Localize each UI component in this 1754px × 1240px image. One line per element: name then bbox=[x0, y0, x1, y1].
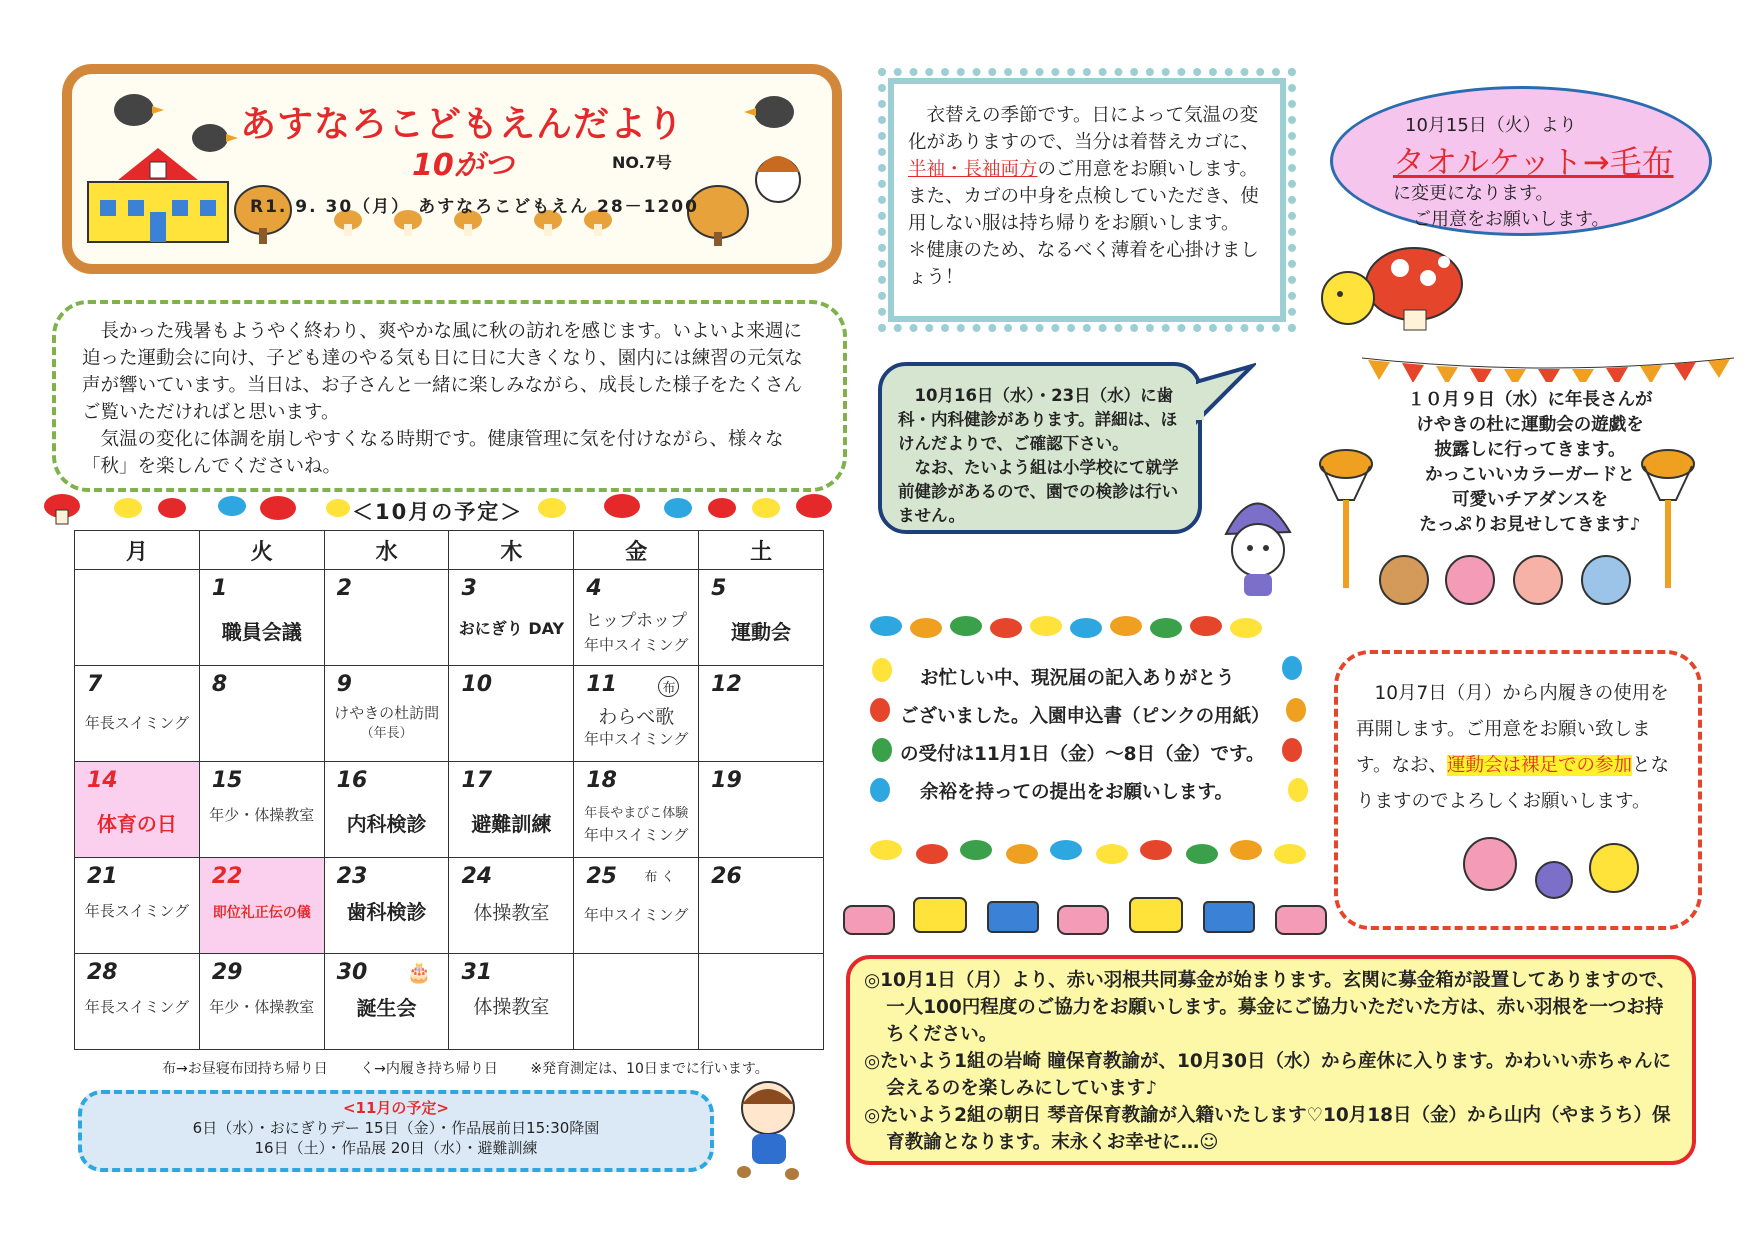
day-number: 7 bbox=[87, 672, 103, 697]
day-number: 22 bbox=[211, 864, 243, 889]
calendar-day bbox=[199, 666, 324, 762]
towel-line: に変更になります。 bbox=[1393, 183, 1554, 204]
intro-paragraph: 長かった残暑もようやく終わり、爽やかな風に秋の訪れを感じます。いよいよ来週に迫った運動会に向け、子ども達のやる気も日に日に大きくなり、園内には練習の元気な声が響いています。当日は、お子さんと一緒に楽しみながら、成長した様子をたくさんご覧いただければと思います。 bbox=[82, 321, 803, 423]
clothing-notice bbox=[878, 68, 1296, 332]
day-event: わらべ歌 bbox=[598, 706, 675, 728]
towel-date: 10月15日（火）より bbox=[1405, 115, 1577, 136]
shoes-text: 10月7日（月）から内履きの使用を再開します。ご用意をお願い致します。なお、 bbox=[1356, 683, 1669, 776]
sports-line: けやきの杜に運動会の遊戯を bbox=[1416, 415, 1644, 435]
towel-change-notice bbox=[1330, 86, 1712, 236]
calendar-day-empty bbox=[699, 954, 824, 1050]
calendar-day bbox=[75, 954, 200, 1050]
calendar-week bbox=[75, 666, 824, 762]
ball-basket-icon bbox=[1632, 440, 1706, 590]
day-event: ヒップホップ bbox=[585, 611, 687, 631]
chick-mushroom-icon bbox=[1304, 238, 1474, 338]
shoes-text: となりますのでよろしくお願いします。 bbox=[1356, 755, 1670, 812]
bunting-flags-icon bbox=[1362, 354, 1734, 382]
day-number: 31 bbox=[461, 960, 493, 985]
day-event: 体操教室 bbox=[473, 902, 550, 924]
day-event: 体育の日 bbox=[96, 812, 177, 836]
sports-line: たっぷりお見せしてきます♪ bbox=[1419, 515, 1641, 535]
day-event: 職員会議 bbox=[221, 620, 302, 644]
forms-line: の受付は11月1日（金）～8日（金）です。 bbox=[900, 744, 1265, 765]
clothing-text: 衣替えの季節です。日によって気温の変化がありますので、当分は着替えカゴに、 bbox=[908, 105, 1260, 153]
legend-futon: 布→お昼寝布団持ち帰り日 bbox=[162, 1061, 328, 1077]
day-number: 16 bbox=[336, 768, 368, 793]
forms-line: ございました。入園申込書（ピンクの用紙） bbox=[900, 706, 1270, 727]
health-checkup-notice bbox=[878, 362, 1202, 534]
day-number: 29 bbox=[211, 960, 243, 985]
checkup-paragraph: 10月16日（水）・23日（水）に歯科・内科健診があります。詳細は、ほけんだよりで、ご確認下さい。 bbox=[898, 386, 1178, 453]
day-number: 10 bbox=[461, 672, 493, 697]
calendar-day bbox=[75, 858, 200, 954]
sports-line: 披露しに行ってきます。 bbox=[1434, 440, 1626, 460]
day-number: 18 bbox=[586, 768, 617, 793]
day-event: 避難訓練 bbox=[471, 812, 552, 836]
legend-shoes: く→内履き持ち帰り日 bbox=[360, 1061, 498, 1077]
forms-line: お忙しい中、現況届の記入ありがとう bbox=[920, 668, 1235, 689]
calendar-day-holiday bbox=[199, 858, 324, 954]
day-number: 5 bbox=[711, 576, 727, 601]
day-number: 1 bbox=[211, 576, 228, 601]
toy-cars-icon bbox=[842, 894, 1332, 942]
calendar-day-empty bbox=[75, 570, 200, 666]
towel-change: タオルケット→毛布 bbox=[1393, 143, 1674, 181]
day-number: 3 bbox=[461, 576, 477, 601]
newsletter-month: 10がつ bbox=[412, 148, 514, 183]
calendar-day bbox=[449, 858, 574, 954]
animals-playing-icon bbox=[1450, 824, 1650, 914]
day-number: 14 bbox=[87, 768, 118, 793]
calendar-day bbox=[199, 954, 324, 1050]
calendar-day bbox=[324, 570, 449, 666]
day-number: 4 bbox=[586, 576, 602, 601]
application-forms-notice bbox=[890, 660, 1290, 812]
sports-line: 可愛いチアダンスを bbox=[1452, 490, 1608, 510]
day-event: けやきの杜訪問 bbox=[334, 704, 440, 722]
day-number: 8 bbox=[211, 672, 228, 697]
calendar-day bbox=[324, 858, 449, 954]
calendar-day bbox=[449, 666, 574, 762]
weekday-label: 水 bbox=[324, 531, 449, 570]
day-subevent: 年少・体操教室 bbox=[209, 806, 315, 824]
day-number: 2 bbox=[336, 576, 352, 601]
shoes-highlight: 運動会は裸足での参加 bbox=[1447, 755, 1633, 776]
sports-line: かっこいいカラーガードと bbox=[1425, 465, 1635, 485]
announcements-box bbox=[846, 955, 1696, 1165]
november-title: <11月の予定> bbox=[342, 1099, 449, 1117]
calendar-day bbox=[699, 762, 824, 858]
day-subevent: 年中スイミング bbox=[584, 826, 689, 844]
legend-measurement: ※発育測定は、10日までに行います。 bbox=[530, 1061, 769, 1077]
newsletter-title: あすなろこどもえんだより bbox=[240, 104, 685, 145]
crow-icon bbox=[100, 84, 240, 154]
weekday-label: 火 bbox=[199, 531, 324, 570]
announcement-item: ◎10月1日（月）より、赤い羽根共同募金が始まります。玄関に募金箱が設置してありますので、一人100円程度のご協力をお願いします。募金にご協力いただいた方は、赤い羽根を一つお持ちください。 bbox=[864, 970, 1676, 1045]
birthday-cake-icon: 🎂 bbox=[406, 960, 432, 984]
calendar-legend bbox=[162, 1058, 797, 1078]
day-number: 9 bbox=[336, 672, 352, 697]
towel-line: ご用意をお願いします。 bbox=[1413, 209, 1610, 230]
day-number: 15 bbox=[211, 768, 243, 793]
day-number: 11 bbox=[586, 672, 617, 697]
calendar-day bbox=[574, 858, 699, 954]
day-event: おにぎり DAY bbox=[458, 619, 565, 638]
day-subevent: 年中スイミング bbox=[584, 730, 689, 748]
day-number: 30 bbox=[336, 960, 368, 985]
day-event: 体操教室 bbox=[473, 996, 550, 1018]
calendar-day bbox=[699, 858, 824, 954]
sports-line: １０月９日（水）に年長さんが bbox=[1407, 390, 1653, 410]
calendar-week bbox=[75, 570, 824, 666]
calendar-day bbox=[574, 666, 699, 762]
hat-character-icon bbox=[1206, 484, 1306, 604]
calendar-day bbox=[699, 666, 824, 762]
day-number: 28 bbox=[87, 960, 118, 985]
calendar-day bbox=[324, 954, 449, 1050]
issue-dateline: R1. 9. 30（月） あすなろこどもえん 28－1200 bbox=[250, 197, 699, 217]
day-number: 26 bbox=[711, 864, 742, 889]
calendar-day bbox=[199, 570, 324, 666]
forms-line: 余裕を持っての提出をお願いします。 bbox=[920, 782, 1234, 803]
calendar-day bbox=[574, 570, 699, 666]
day-event: 運動会 bbox=[731, 620, 792, 644]
calendar-day bbox=[324, 666, 449, 762]
calendar-day bbox=[574, 762, 699, 858]
day-subevent: 年中スイミング bbox=[584, 636, 689, 654]
calendar-week bbox=[75, 762, 824, 858]
futon-mark-icon: 布 bbox=[658, 676, 679, 697]
calendar-day bbox=[449, 954, 574, 1050]
clothing-text: のご用意をお願いします。また、カゴの中身を点検していただき、使用しない服は持ち帰りをお願いします。 bbox=[908, 159, 1259, 234]
weekday-label: 土 bbox=[699, 531, 824, 570]
day-subevent: 年長スイミング bbox=[84, 714, 190, 732]
calendar-day bbox=[199, 762, 324, 858]
calendar-day bbox=[699, 570, 824, 666]
speech-bubble-tail-icon bbox=[1196, 362, 1256, 442]
day-subevent: 年少・体操教室 bbox=[209, 998, 315, 1016]
calendar-week bbox=[75, 858, 824, 954]
checkup-paragraph: なお、たいよう組は小学校にて就学前健診があるので、園での検診は行いません。 bbox=[898, 458, 1179, 525]
november-line: 6日（水）・おにぎりデー 15日（金）・作品展前日15:30降園 bbox=[192, 1119, 600, 1137]
weekday-label: 木 bbox=[449, 531, 574, 570]
day-number: 19 bbox=[711, 768, 742, 793]
november-line: 16日（土）・作品展 20日（水）・避難訓練 bbox=[254, 1139, 538, 1157]
day-subevent: 年長スイミング bbox=[84, 998, 190, 1016]
calendar-week bbox=[75, 954, 824, 1050]
october-calendar bbox=[74, 530, 824, 1050]
day-event: 年長やまびこ体験 bbox=[584, 806, 689, 821]
animal-kids-icon bbox=[1372, 550, 1642, 614]
calendar-heading: ＜10月の予定＞ bbox=[352, 500, 524, 524]
intro-paragraph: 気温の変化に体調を崩しやすくなる時期です。健康管理に気を付けながら、様々な「秋」を楽しんでくださいね。 bbox=[82, 429, 784, 477]
calendar-day bbox=[75, 666, 200, 762]
calendar-day bbox=[449, 762, 574, 858]
clothing-highlight: 半袖・長袖両方 bbox=[908, 159, 1038, 180]
calendar-day bbox=[449, 570, 574, 666]
day-subevent: （年長） bbox=[360, 726, 413, 741]
day-event: 誕生会 bbox=[356, 996, 417, 1020]
calendar-header-row bbox=[75, 531, 824, 570]
calendar-day bbox=[324, 762, 449, 858]
day-number: 17 bbox=[461, 768, 493, 793]
day-subevent: 年長スイミング bbox=[84, 902, 190, 920]
announcement-item: ◎たいよう2組の朝日 琴音保育教諭が入籍いたします♡10月18日（金）から山内（やまうち）保育教諭となります。末永くお幸せに…☺ bbox=[864, 1105, 1671, 1153]
issue-number: NO.7号 bbox=[612, 153, 672, 172]
day-subevent: 年中スイミング bbox=[584, 906, 689, 924]
futon-shoes-mark-icon: 布 く bbox=[644, 870, 675, 885]
child-with-acorns-icon bbox=[724, 1074, 814, 1184]
day-event: 内科検診 bbox=[346, 812, 427, 836]
day-number: 21 bbox=[87, 864, 118, 889]
crow-icon bbox=[738, 88, 808, 138]
day-event: 即位礼正伝の儀 bbox=[212, 905, 311, 921]
day-number: 23 bbox=[336, 864, 368, 889]
day-event: 歯科検診 bbox=[346, 900, 427, 924]
november-schedule bbox=[78, 1090, 714, 1172]
day-number: 25 bbox=[586, 864, 617, 889]
weekday-label: 月 bbox=[75, 531, 200, 570]
day-number: 12 bbox=[711, 672, 742, 697]
intro-message bbox=[52, 300, 847, 492]
announcement-item: ◎たいよう1組の岩崎 瞳保育教諭が、10月30日（水）から産休に入ります。かわいい赤ちゃんに会えるのを楽しみにしています♪ bbox=[864, 1051, 1671, 1099]
calendar-day-empty bbox=[574, 954, 699, 1050]
weekday-label: 金 bbox=[574, 531, 699, 570]
clothing-note: ＊健康のため、なるべく薄着を心掛けましょう！ bbox=[908, 240, 1259, 288]
day-number: 24 bbox=[461, 864, 493, 889]
calendar-day-holiday bbox=[75, 762, 200, 858]
